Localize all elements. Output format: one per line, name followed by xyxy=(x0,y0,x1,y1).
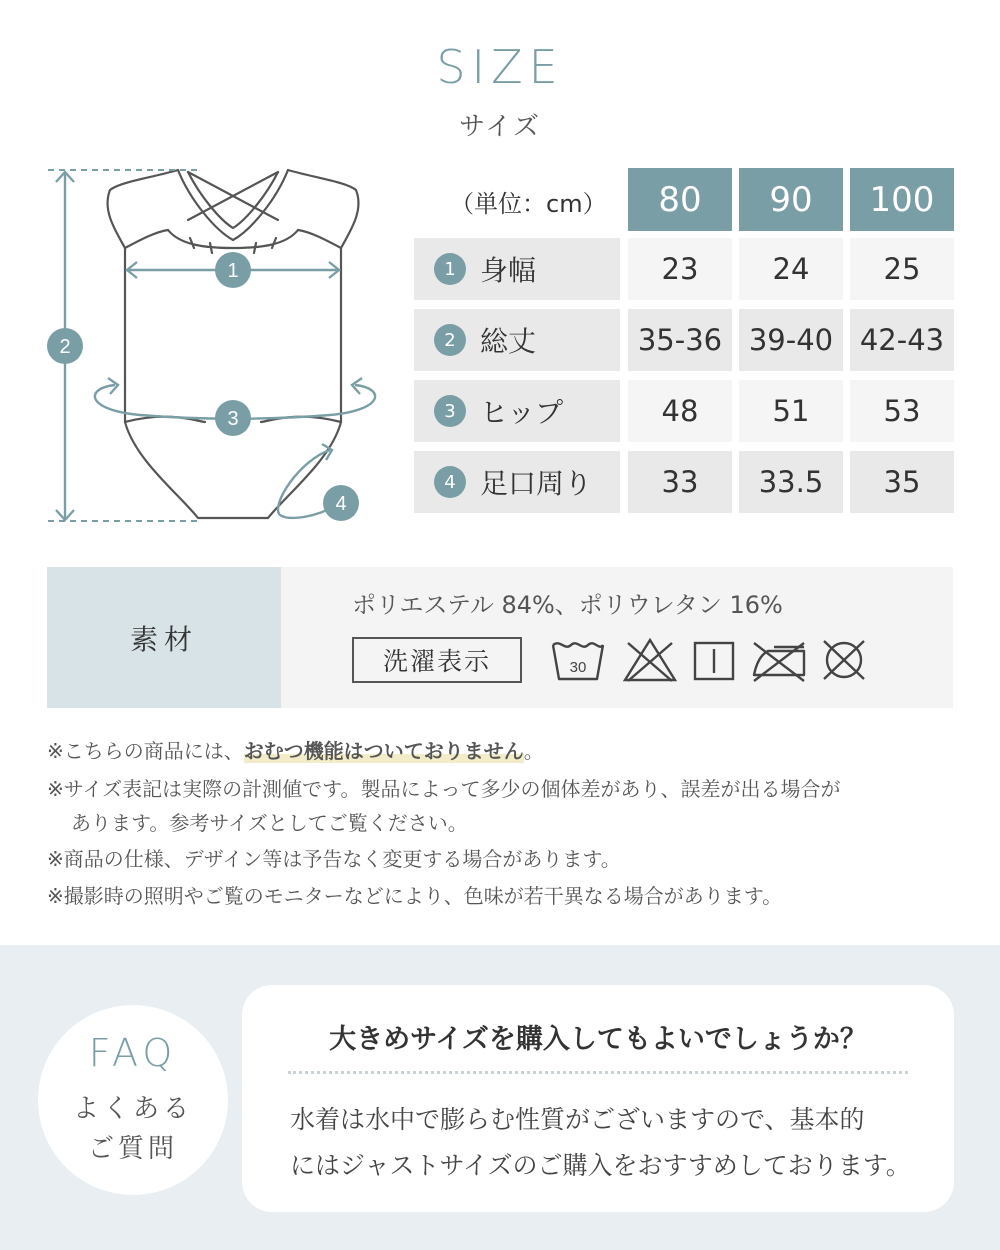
table-cell: 39-40 xyxy=(739,309,843,371)
hang-dry-icon xyxy=(692,637,736,683)
faq-section xyxy=(0,945,1000,1250)
row-label-hip xyxy=(414,380,620,442)
table-cell: 35 xyxy=(850,451,954,513)
note-diaper xyxy=(47,734,544,768)
faq-badge xyxy=(38,1005,228,1195)
table-cell: 48 xyxy=(628,380,732,442)
table-cell: 42-43 xyxy=(850,309,954,371)
table-cell: 53 xyxy=(850,380,954,442)
row-label-text: ヒップ xyxy=(480,396,564,429)
table-cell: 25 xyxy=(850,238,954,300)
faq-card xyxy=(242,985,954,1212)
faq-subtitle-line: よくある xyxy=(72,1094,193,1124)
note-color: ※撮影時の照明やご覧のモニターなどにより、色味が若干異なる場合があります。 xyxy=(47,884,783,908)
table-cell: 35-36 xyxy=(628,309,732,371)
row-number-badge: 4 xyxy=(434,466,466,498)
care-instructions-label: 洗濯表示 xyxy=(352,637,522,683)
faq-question: 大きめサイズを購入してもよいでしょうか？ xyxy=(329,1024,867,1055)
swimsuit-measurement-diagram xyxy=(30,160,400,535)
faq-divider xyxy=(288,1071,908,1074)
note-measurement-cont: あります。参考サイズとしてご覧ください。 xyxy=(71,811,468,835)
table-cell: 33.5 xyxy=(739,451,843,513)
svg-text:30: 30 xyxy=(569,659,587,676)
row-label-text: 足口周り xyxy=(480,467,593,500)
note-highlight: おむつ機能はついておりません xyxy=(243,739,524,763)
faq-subtitle xyxy=(38,1089,228,1169)
size-header-100: 100 xyxy=(850,168,954,231)
table-cell: 23 xyxy=(628,238,732,300)
size-header-90: 90 xyxy=(739,168,843,231)
faq-answer-line: にはジャストサイズのご購入をおすすめしております。 xyxy=(290,1151,911,1180)
faq-answer xyxy=(290,1097,920,1189)
size-heading-en: SIZE xyxy=(436,40,564,94)
row-number-badge: 3 xyxy=(434,395,466,427)
row-label-text: 身幅 xyxy=(480,254,537,287)
note-text: ※こちらの商品には、 xyxy=(47,739,244,763)
table-cell: 51 xyxy=(739,380,843,442)
svg-text:3: 3 xyxy=(227,408,239,430)
note-measurement: ※サイズ表記は実際の計測値です。製品によって多少の個体差があり、誤差が出る場合が xyxy=(47,777,841,801)
faq-subtitle-line: ご質問 xyxy=(87,1134,178,1164)
material-box xyxy=(47,567,953,708)
svg-text:4: 4 xyxy=(335,493,347,515)
material-label: 素材 xyxy=(47,567,281,708)
svg-text:1: 1 xyxy=(227,260,239,282)
wash-30-icon xyxy=(550,637,606,683)
row-label-chest xyxy=(414,238,620,300)
table-cell: 24 xyxy=(739,238,843,300)
no-dry-clean-icon xyxy=(819,637,869,683)
no-iron-icon xyxy=(750,637,808,683)
faq-title: FAQ xyxy=(88,1031,178,1075)
faq-answer-line: 水着は水中で膨らむ性質がございますので、基本的 xyxy=(290,1105,865,1134)
unit-label: （単位：cm） xyxy=(450,189,607,218)
table-cell: 33 xyxy=(628,451,732,513)
row-label-leg-opening xyxy=(414,451,620,513)
size-heading-jp: サイズ xyxy=(459,112,541,142)
svg-text:2: 2 xyxy=(59,336,71,358)
row-number-badge: 1 xyxy=(434,253,466,285)
note-text: 。 xyxy=(523,739,544,763)
note-spec-change: ※商品の仕様、デザイン等は予告なく変更する場合があります。 xyxy=(47,847,621,871)
size-header-80: 80 xyxy=(628,168,732,231)
row-label-text: 総丈 xyxy=(480,325,537,358)
row-label-length xyxy=(414,309,620,371)
no-bleach-icon xyxy=(622,637,678,683)
row-number-badge: 2 xyxy=(434,324,466,356)
material-composition: ポリエステル 84%、ポリウレタン 16% xyxy=(352,591,783,619)
